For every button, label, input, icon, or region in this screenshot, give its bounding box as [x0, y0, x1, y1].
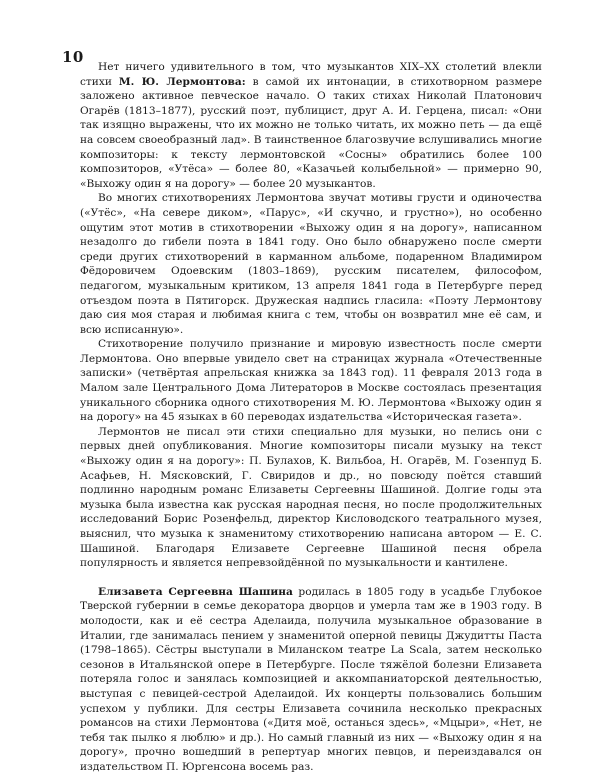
intro-lead: Нет ничего удивительного в том, что музыкантов XIX–XX столетий влекли стихи	[80, 61, 542, 88]
paragraph-shashina	[80, 585, 542, 775]
paragraph-composers: Лермонтов не писал эти стихи специально для музыки, но пелись они с первых дней опубликования. Многие композиторы писали музыку на текст «Выхожу один я на дорогу»: П. Булахов, К. Вильбоа, Н. Огарёв, М. Гозенпуд Б. Асафьев, Н. Мясковский, Г. Свиридов и др., но повсюду поётся ставший подлинно народным романс Елизаветы Сергеевны Шашиной. Долгие годы эта музыка была известна как русская народная песня, но после продолжительных исследований Борис Розенфельд, директор Кисловодского театрального музея, выяснил, что музыка к знаменитому стихотворению написана автором — Е. С. Шашиной. Благодаря Елизавете Сергеевне Шашиной песня обрела популярность и является непревзойдённой по музыкальности и кантилене.	[80, 425, 542, 570]
shashina-name: Елизавета Сергеевна Шашина	[98, 585, 293, 598]
lermontov-name: М. Ю. Лермонтова:	[118, 75, 246, 88]
paragraph-intro	[80, 60, 542, 191]
page-number: 10	[62, 48, 84, 66]
intro-rest: в самой их интонации, в стихотворном размере заложено активное певческое начало. О таких стихах Николай Платонович Огарёв (1813–1877), русский поэт, публицист, друг А. И. Герцена, писал: «Они так изящно выражены, что их можно не только читать, их можно петь — да ещё на совсем своеобразный лад». В таинственное благозвучие вслушивались многие композиторы: к тексту лермонтовской «Сосны» обратились более 100 композиторов, «Утёса» — более 80, «Казачьей колыбельной» — примерно 90, «Выхожу один я на дорогу» — более 20 музыкантов.	[80, 75, 542, 190]
shashina-bio: родилась в 1805 году в усадьбе Глубокое Тверской губернии в семье декоратора дворцов и умерла там же в 1903 году. В молодости, как и её сестра Аделаида, получила музыкальное образование в Италии, где занималась пением у знаменитой оперной певицы Джудитты Паста (1798–1865). Сёстры выступали в Миланском театре La Scala, затем несколько сезонов в Итальянской опере в Петербурге. После тяжёлой болезни Елизавета потеряла голос и занялась композицией и аккомпаниаторской деятельностью, выступая с певицей-сестрой Аделаидой. Их концерты пользовались большим успехом у публики. Для сестры Елизавета сочинила несколько прекрасных романсов на стихи Лермонтова («Дитя моё, останься здесь», «Мцыри», «Нет, не тебя так пылко я люблю» и др.). Но самый главный из них — «Выхожу один я на дорогу», прочно вошедший в репертуар многих певцов, и переиздавался он издательством П. Юргенсона восемь раз.	[80, 585, 542, 773]
body-text	[80, 60, 542, 775]
paragraph-publication: Стихотворение получило признание и мировую известность после смерти Лермонтова. Оно впервые увидело свет на страницах журнала «Отечественные записки» (четвёртая апрельская книжка за 1843 год). 11 февраля 2013 года в Малом зале Центрального Дома Литераторов в Москве состоялась презентация уникального сборника одного стихотворения М. Ю. Лермонтова «Выхожу один я на дорогу» на 45 языках в 60 переводах издательства «Историческая газета».	[80, 338, 542, 424]
paragraph-motifs: Во многих стихотворениях Лермонтова звучат мотивы грусти и одиночества («Утёс», «На севере диком», «Парус», «И скучно, и грустно»), но особенно ощутим этот мотив в стихотворении «Выхожу один я на дорогу», написанном незадолго до гибели поэта в 1841 году. Оно было обнаружено после смерти среди других стихотворений в карманном альбоме, подаренном Владимиром Фёдоровичем Одоевским (1803–1869), русским писателем, философом, педагогом, музыкальным критиком, 13 апреля 1841 года в Петербурге перед отъездом поэта в Пятигорск. Дружеская надпись гласила: «Поэту Лермонтову даю сия моя старая и любимая книга с тем, чтобы он возвратил мне её сам, и всю исписанную».	[80, 192, 542, 336]
